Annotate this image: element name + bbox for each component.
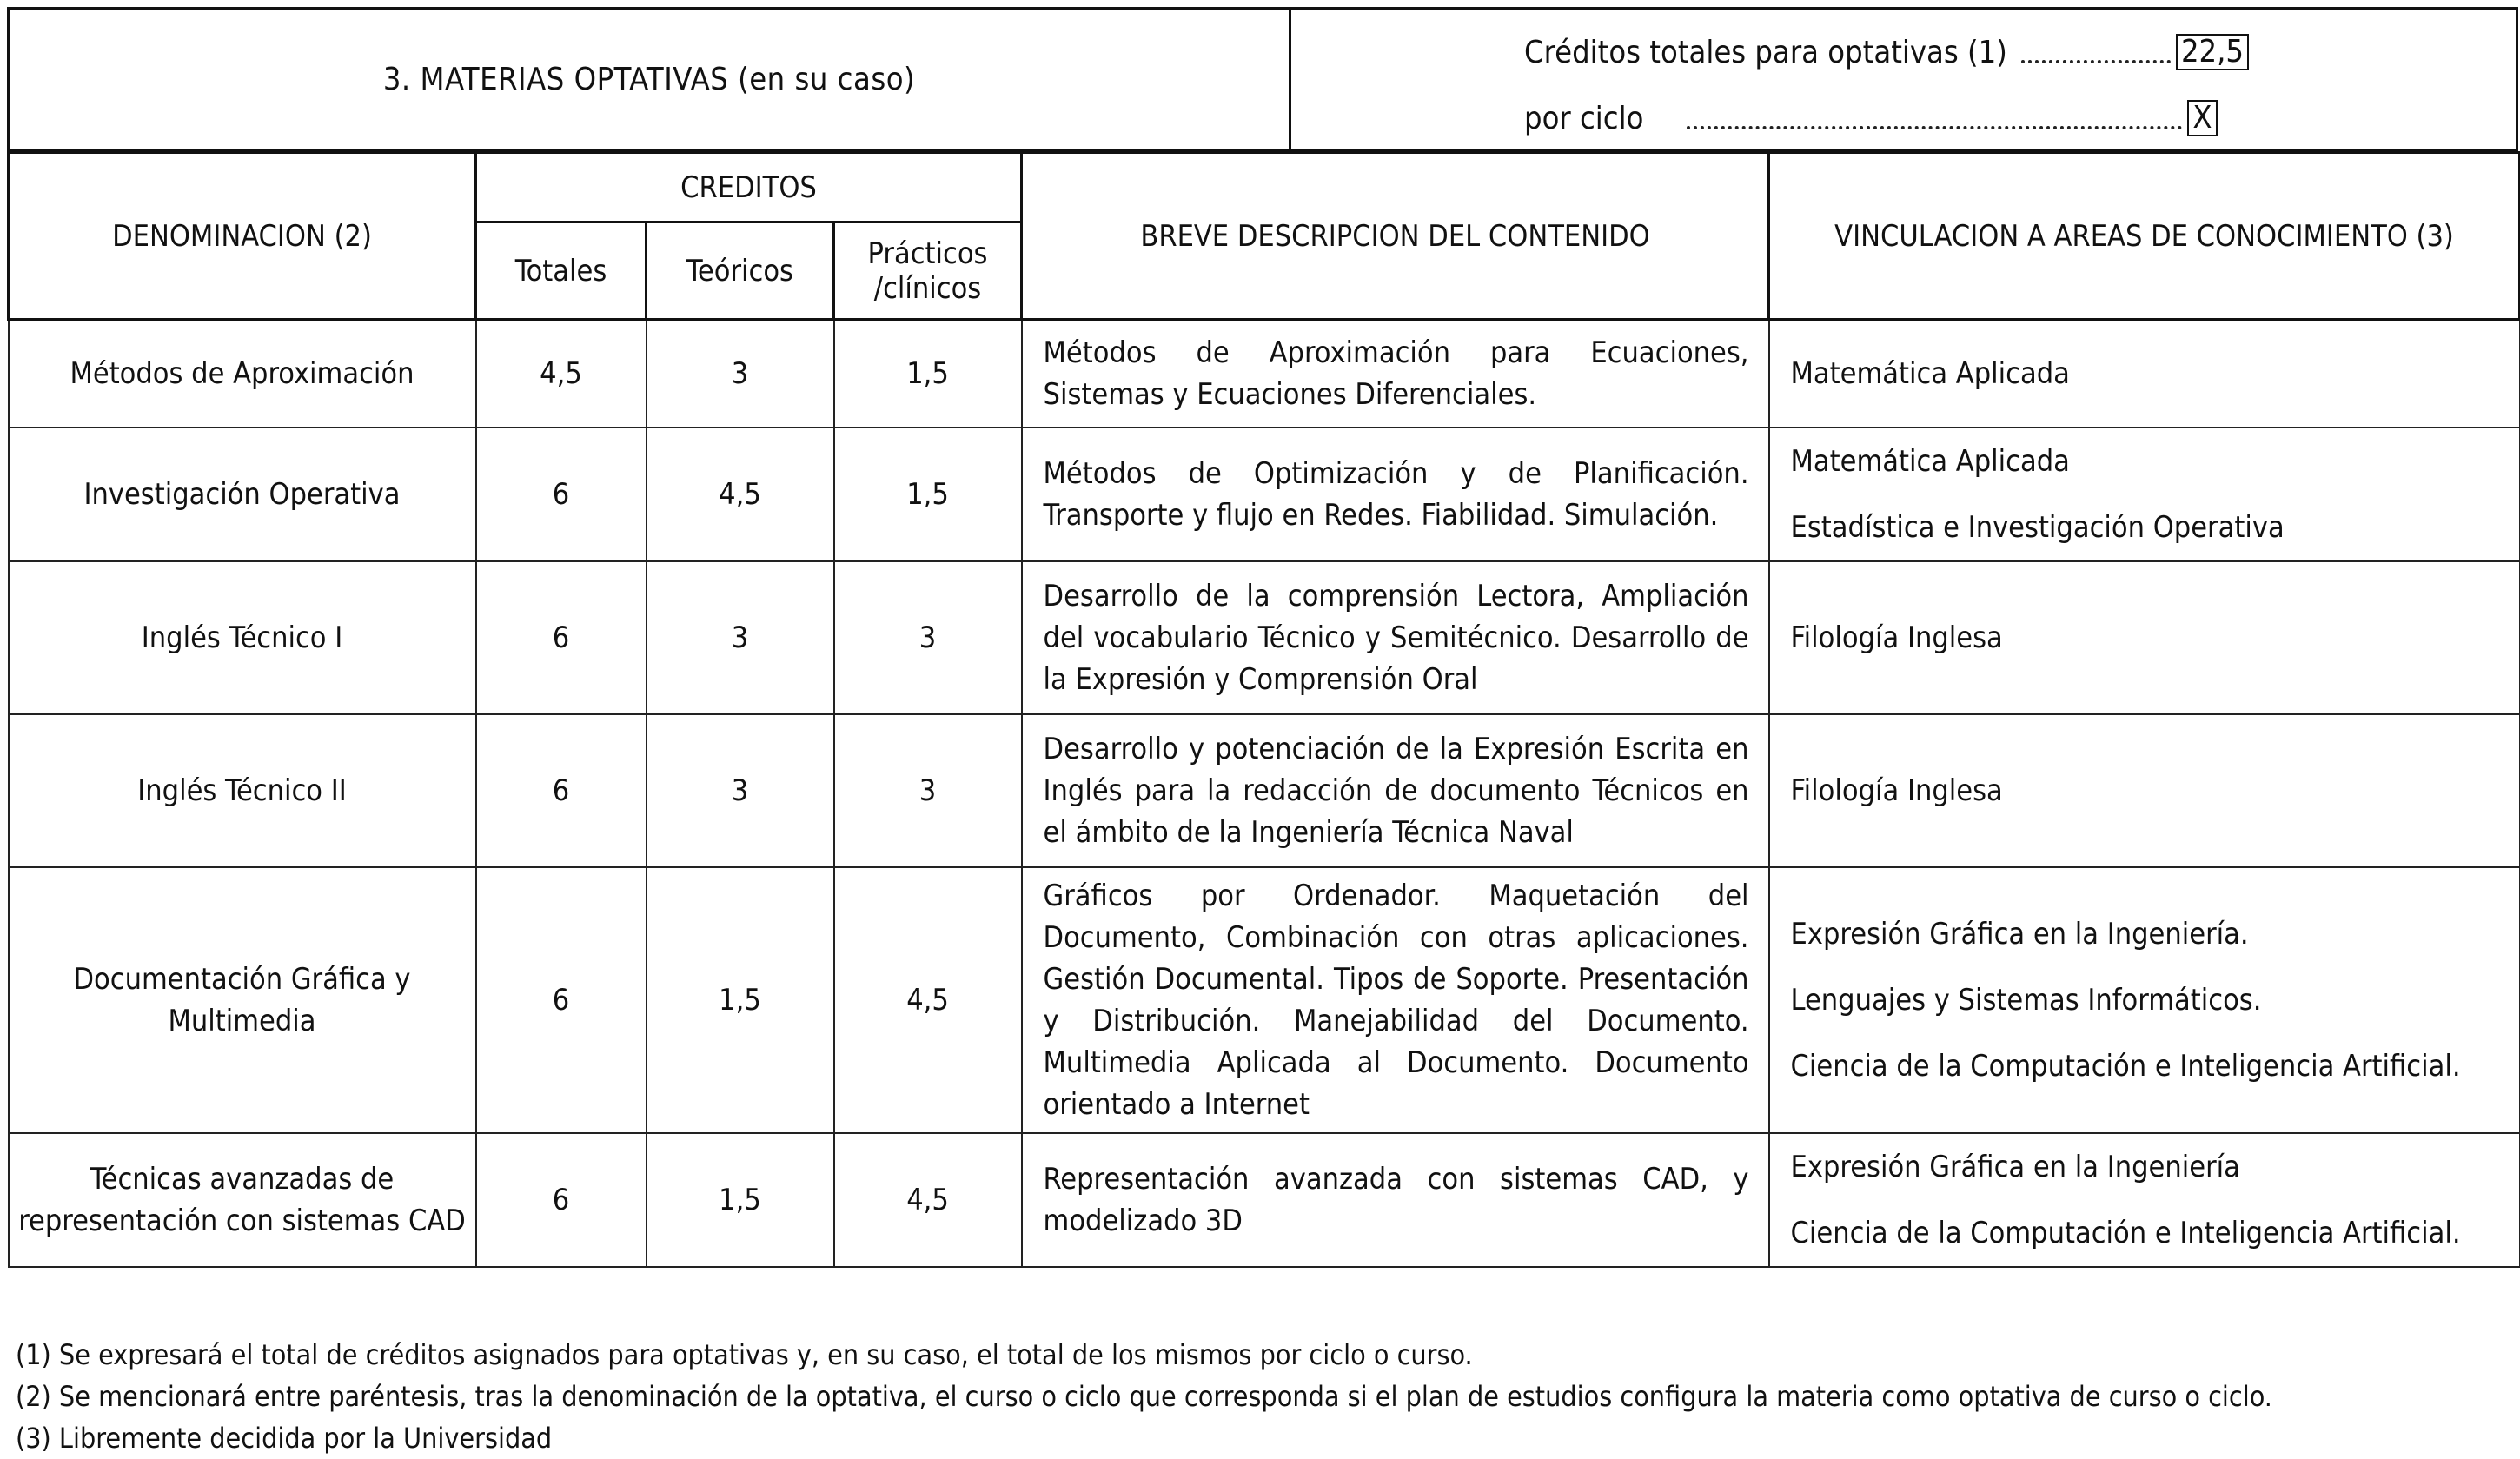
area-item: Estadística e Investigación Operativa [1790,509,2285,545]
denominacion-line1: Técnicas avanzadas de [90,1161,395,1197]
cell-totales: 6 [476,1133,647,1267]
cell-denominacion: Investigación Operativa [9,428,476,561]
area-item: Filología Inglesa [1790,620,2003,655]
cell-totales: 4,5 [476,320,647,428]
cell-teoricos: 3 [647,561,834,714]
table-header-row [9,153,2520,222]
header-descripcion: BREVE DESCRIPCION DEL CONTENIDO [1022,153,1769,320]
total-credits-label: Créditos totales para optativas (1) [1524,35,2007,70]
table-row [9,320,2520,428]
table-row [9,1133,2520,1267]
cell-areas [1769,714,2520,867]
cell-descripcion: Métodos de Optimización y de Planificación. Transporte y flujo en Redes. Fiabilidad. Simulación. [1022,428,1769,561]
cell-denominacion: Inglés Técnico II [9,714,476,867]
per-cycle-line [1524,100,2218,136]
cell-descripcion: Gráficos por Ordenador. Maquetación del Documento, Combinación con otras aplicaciones. Gestión Documental. Tipos de Soporte. Presentación y Distribución. Manejabilidad del Documento. Multimedia Aplicada al Documento. Documento orientado a Internet [1022,867,1769,1133]
cell-practicos: 1,5 [834,428,1022,561]
per-cycle-value: X [2187,100,2217,136]
cell-totales: 6 [476,867,647,1133]
cell-practicos: 4,5 [834,867,1022,1133]
header-practicos [834,222,1022,320]
header-totales: Totales [476,222,647,320]
denominacion-line2: representación con sistemas CAD [18,1203,466,1238]
cell-practicos: 3 [834,561,1022,714]
cell-areas [1769,867,2520,1133]
footnote: (2) Se mencionará entre paréntesis, tras la denominación de la optativa, el curso o ciclo que corresponda si el plan de estudios configura la materia como optativa de curso o ciclo. [16,1380,2272,1413]
cell-descripcion: Desarrollo de la comprensión Lectora, Ampliación del vocabulario Técnico y Semitécnico. Desarrollo de la Expresión y Comprensión Oral [1022,561,1769,714]
dotted-leader [2021,60,2171,63]
cell-denominacion: Métodos de Aproximación [9,320,476,428]
cell-teoricos: 3 [647,714,834,867]
per-cycle-label: por ciclo [1524,101,1644,136]
cell-teoricos: 1,5 [647,1133,834,1267]
cell-totales: 6 [476,428,647,561]
cell-totales: 6 [476,714,647,867]
area-item: Lenguajes y Sistemas Informáticos. [1790,982,2262,1018]
footnote: (1) Se expresará el total de créditos asignados para optativas y, en su caso, el total de los mismos por ciclo o curso. [16,1338,1473,1371]
area-item: Ciencia de la Computación e Inteligencia Artificial. [1790,1048,2461,1084]
cell-denominacion [9,1133,476,1267]
cell-descripcion: Desarrollo y potenciación de la Expresión Escrita en Inglés para la redacción de documento Técnicos en el ámbito de la Ingeniería Técnica Naval [1022,714,1769,867]
area-item: Filología Inglesa [1790,773,2003,808]
area-item: Matemática Aplicada [1790,355,2070,391]
table-row [9,561,2520,714]
header-creditos: CREDITOS [476,153,1022,222]
header-practicos-line2: /clínicos [873,270,982,306]
cell-practicos: 3 [834,714,1022,867]
table-row [9,428,2520,561]
table-row [9,867,2520,1133]
cell-practicos: 1,5 [834,320,1022,428]
total-credits-value: 22,5 [2176,34,2249,70]
cell-areas [1769,428,2520,561]
area-item: Expresión Gráfica en la Ingeniería. [1790,916,2249,952]
cell-denominacion: Documentación Gráfica y Multimedia [9,867,476,1133]
section-title: 3. MATERIAS OPTATIVAS (en su caso) [10,10,1291,149]
cell-teoricos: 3 [647,320,834,428]
header-denominacion: DENOMINACION (2) [9,153,476,320]
area-item: Expresión Gráfica en la Ingeniería [1790,1149,2240,1184]
cell-descripcion: Representación avanzada con sistemas CAD, y modelizado 3D [1022,1133,1769,1267]
header-practicos-line1: Prácticos [867,235,988,271]
section-header [7,7,2518,151]
dotted-leader [1687,126,2182,129]
total-credits-line [1524,34,2249,70]
cell-areas [1769,1133,2520,1267]
table-row [9,714,2520,867]
cell-areas [1769,561,2520,714]
footnotes [16,1334,2272,1459]
cell-descripcion: Métodos de Aproximación para Ecuaciones, Sistemas y Ecuaciones Diferenciales. [1022,320,1769,428]
footnote: (3) Libremente decidida por la Universidad [16,1422,553,1455]
credits-summary [1291,10,2516,149]
cell-teoricos: 1,5 [647,867,834,1133]
cell-practicos: 4,5 [834,1133,1022,1267]
cell-totales: 6 [476,561,647,714]
optional-subjects-table [7,151,2520,1268]
header-teoricos: Teóricos [647,222,834,320]
area-item: Matemática Aplicada [1790,443,2070,479]
area-item: Ciencia de la Computación e Inteligencia Artificial. [1790,1215,2461,1250]
cell-areas [1769,320,2520,428]
header-vinculacion: VINCULACION A AREAS DE CONOCIMIENTO (3) [1769,153,2520,320]
cell-teoricos: 4,5 [647,428,834,561]
cell-denominacion: Inglés Técnico I [9,561,476,714]
